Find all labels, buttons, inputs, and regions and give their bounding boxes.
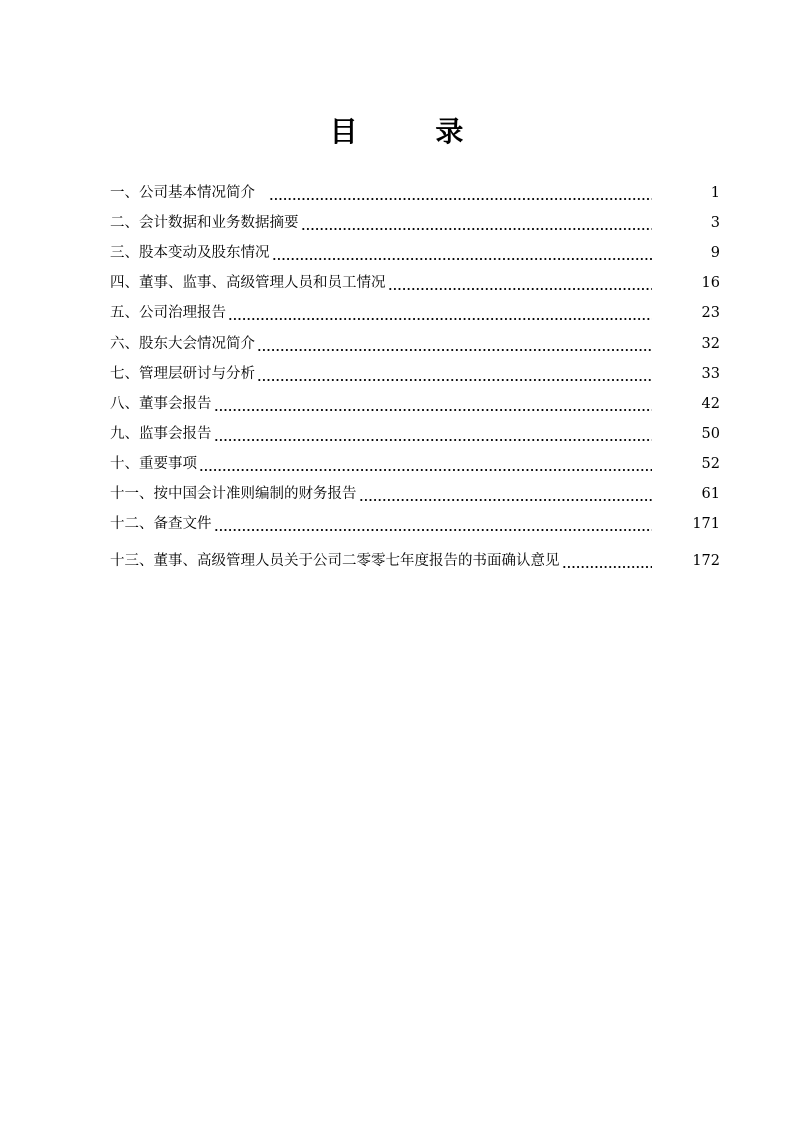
toc-entry-9[interactable] [110, 419, 720, 449]
toc-entry-label: 八、董事会报告 [110, 395, 212, 412]
toc-dot-leader [562, 551, 653, 571]
toc-dot-leader [388, 273, 653, 293]
toc-entry-3[interactable] [110, 238, 720, 268]
toc-entry-label: 二、会计数据和业务数据摘要 [110, 215, 299, 232]
toc-entry-2[interactable] [110, 208, 720, 238]
toc-dot-leader [228, 303, 652, 323]
toc-entry-page: 16 [701, 275, 720, 292]
toc-entry-6[interactable] [110, 328, 720, 358]
toc-entry-page: 32 [701, 335, 720, 352]
toc-dot-leader [257, 334, 652, 354]
toc-entry-label: 六、股东大会情况简介 [110, 335, 255, 352]
toc-entry-page: 61 [701, 485, 720, 502]
toc-entry-page: 171 [692, 516, 720, 533]
toc-entry-12[interactable] [110, 509, 720, 539]
toc-entry-5[interactable] [110, 298, 720, 328]
toc-entry-13[interactable] [110, 546, 720, 576]
toc-dot-leader [214, 424, 653, 444]
table-of-contents [110, 178, 720, 576]
toc-dot-leader [257, 364, 652, 384]
toc-entry-10[interactable] [110, 449, 720, 479]
toc-entry-label: 十三、董事、高级管理人员关于公司二零零七年度报告的书面确认意见 [110, 553, 560, 570]
toc-entry-1[interactable] [110, 178, 720, 208]
toc-entry-page: 50 [701, 425, 720, 442]
toc-entry-page: 1 [710, 185, 720, 202]
toc-entry-label: 四、董事、监事、高级管理人员和员工情况 [110, 275, 386, 292]
toc-dot-leader [214, 394, 653, 414]
toc-dot-leader [359, 484, 653, 504]
toc-entry-7[interactable] [110, 359, 720, 389]
toc-dot-leader [199, 454, 652, 474]
toc-dot-leader [301, 213, 653, 233]
toc-dot-leader [272, 243, 653, 263]
toc-entry-page: 172 [692, 553, 720, 570]
toc-dot-leader [214, 514, 653, 534]
toc-entry-page: 9 [710, 245, 720, 262]
toc-entry-label: 十一、按中国会计准则编制的财务报告 [110, 485, 357, 502]
toc-entry-label: 九、监事会报告 [110, 425, 212, 442]
toc-entry-label: 十、重要事项 [110, 455, 197, 472]
toc-entry-page: 52 [701, 455, 720, 472]
page-title: 目 录 [329, 115, 498, 148]
toc-entry-page: 33 [701, 365, 720, 382]
toc-entry-page: 3 [710, 215, 720, 232]
toc-entry-page: 42 [701, 395, 720, 412]
toc-entry-label: 七、管理层研讨与分析 [110, 365, 255, 382]
toc-entry-label: 五、公司治理报告 [110, 305, 226, 322]
toc-entry-page: 23 [701, 305, 720, 322]
toc-entry-label: 三、股本变动及股东情况 [110, 245, 270, 262]
toc-dot-leader [269, 183, 652, 203]
toc-entry-label: 一、公司基本情况简介 [110, 185, 255, 202]
toc-entry-4[interactable] [110, 268, 720, 298]
toc-entry-11[interactable] [110, 479, 720, 509]
toc-entry-8[interactable] [110, 389, 720, 419]
toc-entry-label: 十二、备查文件 [110, 516, 212, 533]
